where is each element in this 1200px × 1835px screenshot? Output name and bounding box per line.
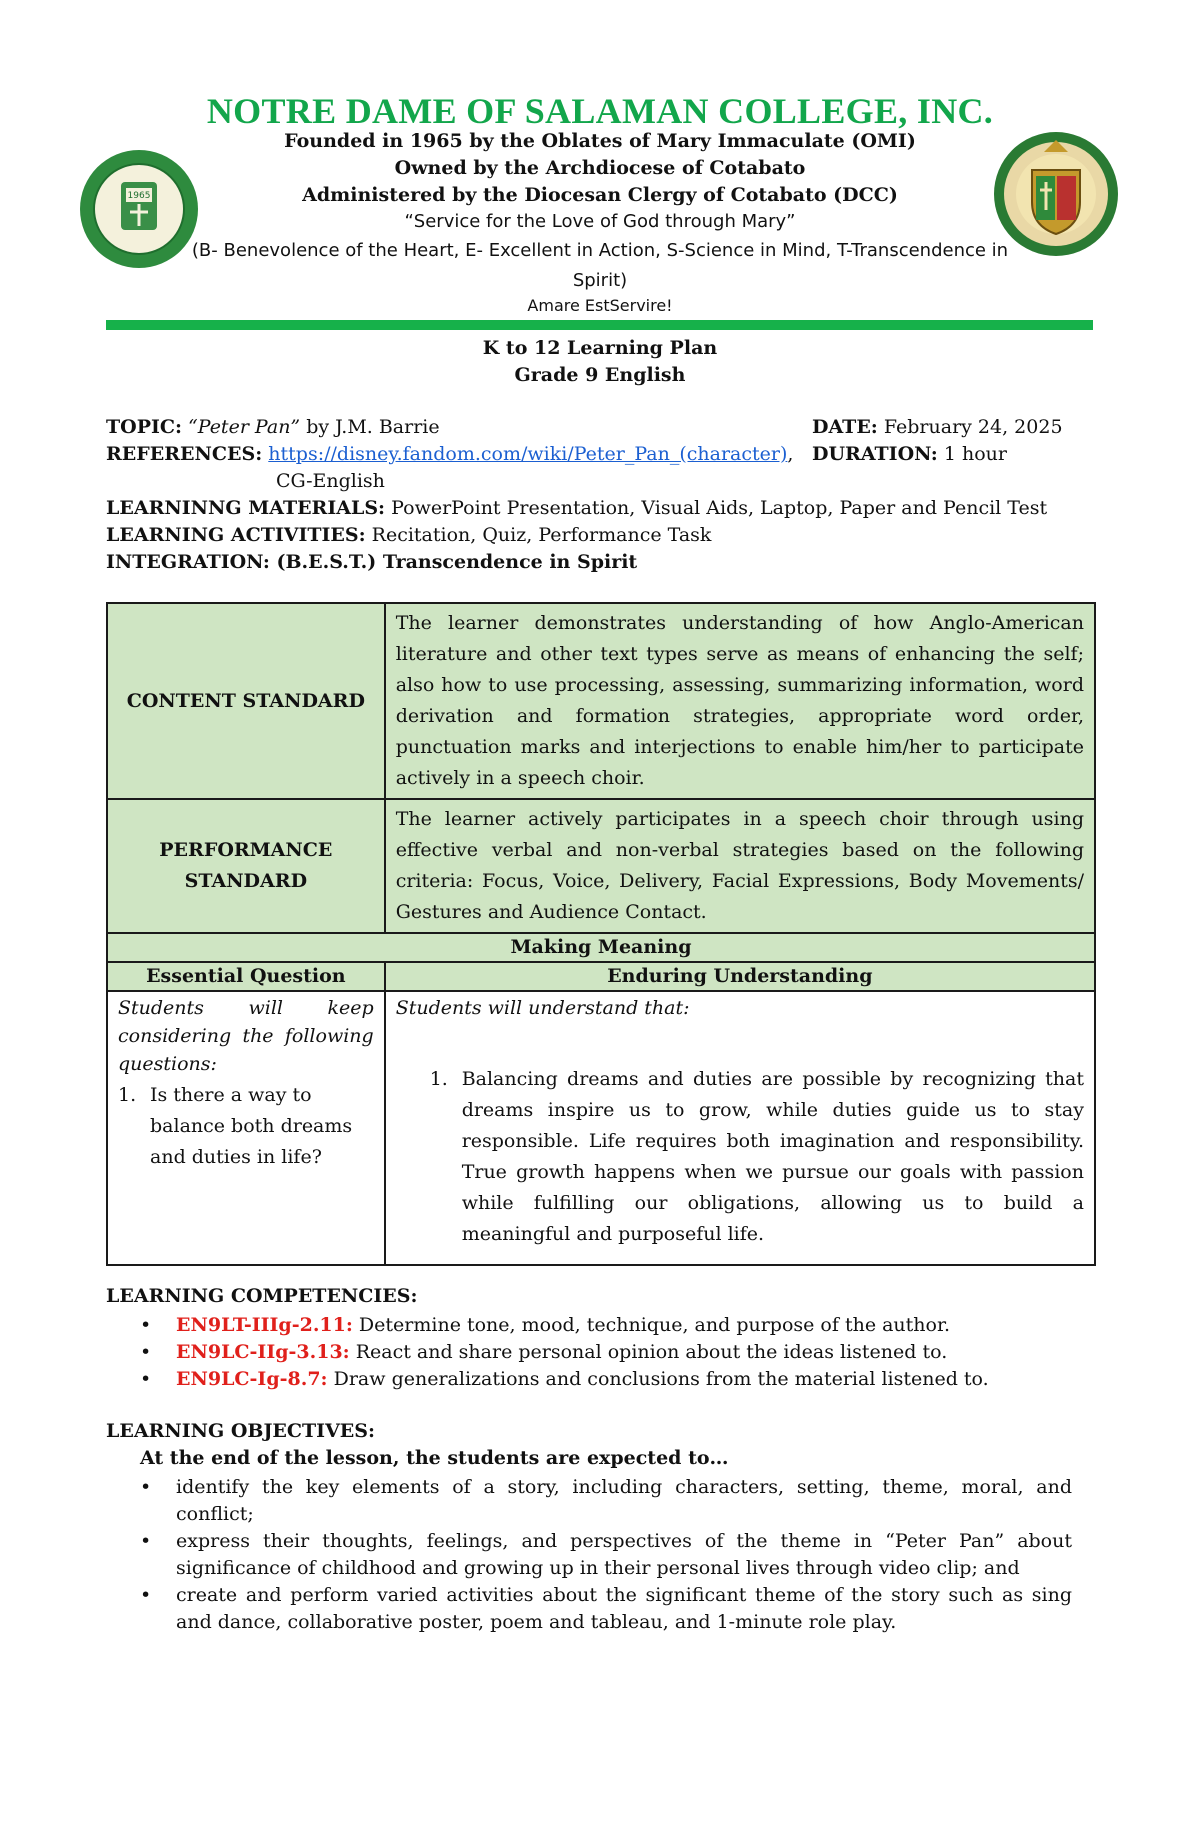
competency-code: EN9LC-Ig-8.7:: [176, 1368, 328, 1390]
materials-line: [106, 497, 1047, 519]
eu-item-number: 1.: [429, 1068, 448, 1090]
competencies-title: LEARNING COMPETENCIES:: [106, 1285, 418, 1307]
topic-label: TOPIC:: [106, 416, 182, 438]
owned-line: Owned by the Archdiocese of Cotabato: [394, 157, 806, 179]
objective-text: create and perform varied activities about the significant theme of the story such as sing and dance, collaborative poster, poem and tableau, and 1-minute role play.: [176, 1584, 1072, 1633]
enduring-understanding-header: Enduring Understanding: [385, 962, 1095, 991]
bullet-icon: •: [140, 1341, 152, 1363]
competency-code: EN9LT-IIIg-2.11:: [176, 1314, 353, 1336]
activities-label: LEARNING ACTIVITIES:: [106, 524, 366, 546]
making-meaning-header: Making Meaning: [107, 933, 1095, 962]
administered-line: Administered by the Diocesan Clergy of Cotabato (DCC): [302, 184, 898, 206]
objective-text: identify the key elements of a story, including characters, setting, theme, moral, and conflict;: [176, 1476, 1072, 1525]
performance-label-line-2: STANDARD: [184, 870, 308, 892]
objective-item: [106, 1528, 1072, 1582]
eq-item: [118, 1080, 374, 1173]
date-line: [812, 416, 1063, 438]
date-label: DATE:: [812, 416, 878, 438]
essential-question-cell: [107, 991, 385, 1265]
activities-value: Recitation, Quiz, Performance Task: [365, 524, 712, 546]
objectives-lead: At the end of the lesson, the students are expected to…: [140, 1447, 729, 1469]
objectives-list: [106, 1474, 1072, 1636]
integration-line: [106, 551, 637, 573]
topic-author: by J.M. Barrie: [300, 416, 440, 438]
duration-label: DURATION:: [812, 443, 938, 465]
performance-label-line-1: PERFORMANCE: [159, 839, 333, 861]
eu-intro: Students will understand that:: [395, 997, 690, 1019]
header-divider: [106, 320, 1093, 330]
integration-label: INTEGRATION:: [106, 551, 270, 573]
materials-label: LEARNINNG MATERIALS:: [106, 497, 386, 519]
eu-item-text: Balancing dreams and duties are possible by recognizing that dreams inspire us to grow, while duties guide us to stay responsible. Life requires both imagination and responsibility. True growth happens when we pursue our goals with passion while fulfilling our obligations, allowing us to build a meaningful and purposeful life.: [461, 1068, 1084, 1245]
eq-item-text: Is there a way to balance both dreams and duties in life?: [150, 1084, 353, 1168]
content-standard-label: CONTENT STANDARD: [107, 603, 385, 799]
bullet-icon: •: [140, 1368, 152, 1390]
enduring-understanding-cell: [385, 991, 1095, 1265]
references-label: REFERENCES:: [106, 443, 263, 465]
eu-item: [396, 1064, 1084, 1250]
competency-item: [106, 1312, 1096, 1339]
latin-motto: Amare EstServire!: [527, 296, 673, 315]
duration-line: [812, 443, 1007, 465]
performance-standard-text: The learner actively participates in a speech choir through using effective verbal and non-verbal strategies based on the following criteria: Focus, Voice, Delivery, Facial Expressions, Body Movements/ Gestures and Audience Contact.: [385, 799, 1095, 933]
eq-intro: Students will keep considering the following questions:: [118, 997, 374, 1075]
best-values-line-2: Spirit): [572, 270, 628, 291]
duration-value: 1 hour: [937, 443, 1007, 465]
plan-subtitle: Grade 9 English: [514, 364, 686, 386]
references-link[interactable]: https://disney.fandom.com/wiki/Peter_Pan_(character): [268, 443, 788, 465]
references-comma: ,: [787, 443, 794, 465]
objective-item: [106, 1582, 1072, 1636]
objective-text: express their thoughts, feelings, and perspectives of the theme in “Peter Pan” about significance of childhood and growing up in their personal lives through video clip; and: [176, 1530, 1072, 1579]
integration-value: (B.E.S.T.) Transcendence in Spirit: [269, 551, 638, 573]
objectives-title: LEARNING OBJECTIVES:: [106, 1420, 376, 1442]
college-name: NOTRE DAME OF SALAMAN COLLEGE, INC.: [206, 91, 994, 131]
competencies-list: [106, 1312, 1096, 1393]
founded-line: Founded in 1965 by the Oblates of Mary Immaculate (OMI): [284, 130, 916, 152]
activities-line: [106, 524, 711, 546]
materials-value: PowerPoint Presentation, Visual Aids, Laptop, Paper and Pencil Test: [385, 497, 1048, 519]
bullet-icon: •: [140, 1476, 152, 1498]
essential-question-header: Essential Question: [107, 962, 385, 991]
bullet-icon: •: [140, 1584, 152, 1606]
topic-line: [106, 416, 440, 438]
bullet-icon: •: [140, 1314, 152, 1336]
motto-line: “Service for the Love of God through Mary”: [404, 211, 796, 232]
seal-year: 1965: [127, 191, 151, 201]
eq-item-number: 1.: [118, 1084, 137, 1106]
references-line: [106, 443, 793, 465]
competency-code: EN9LC-IIg-3.13:: [176, 1341, 350, 1363]
date-value: February 24, 2025: [877, 416, 1063, 438]
plan-title: K to 12 Learning Plan: [482, 337, 718, 359]
references-line-2: CG-English: [276, 470, 385, 492]
competency-item: [106, 1366, 1096, 1393]
topic-title: “Peter Pan”: [188, 416, 301, 438]
content-standard-text: The learner demonstrates understanding of how Anglo-American literature and other text types serve as means of enhancing the self; also how to use processing, assessing, summarizing information, word derivation and formation strategies, appropriate word order, punctuation marks and interjections to enable him/her to participate actively in a speech choir.: [385, 603, 1095, 799]
performance-standard-label: [107, 799, 385, 933]
competency-item: [106, 1339, 1096, 1366]
standards-table: [106, 602, 1096, 1266]
best-values-line-1: (B- Benevolence of the Heart, E- Excellent in Action, S-Science in Mind, T-Transcendence in: [191, 240, 1009, 261]
competency-text: Draw generalizations and conclusions from the material listened to.: [327, 1368, 989, 1390]
competency-text: React and share personal opinion about the ideas listened to.: [349, 1341, 948, 1363]
bullet-icon: •: [140, 1530, 152, 1552]
competency-text: Determine tone, mood, technique, and purpose of the author.: [352, 1314, 951, 1336]
objective-item: [106, 1474, 1072, 1528]
